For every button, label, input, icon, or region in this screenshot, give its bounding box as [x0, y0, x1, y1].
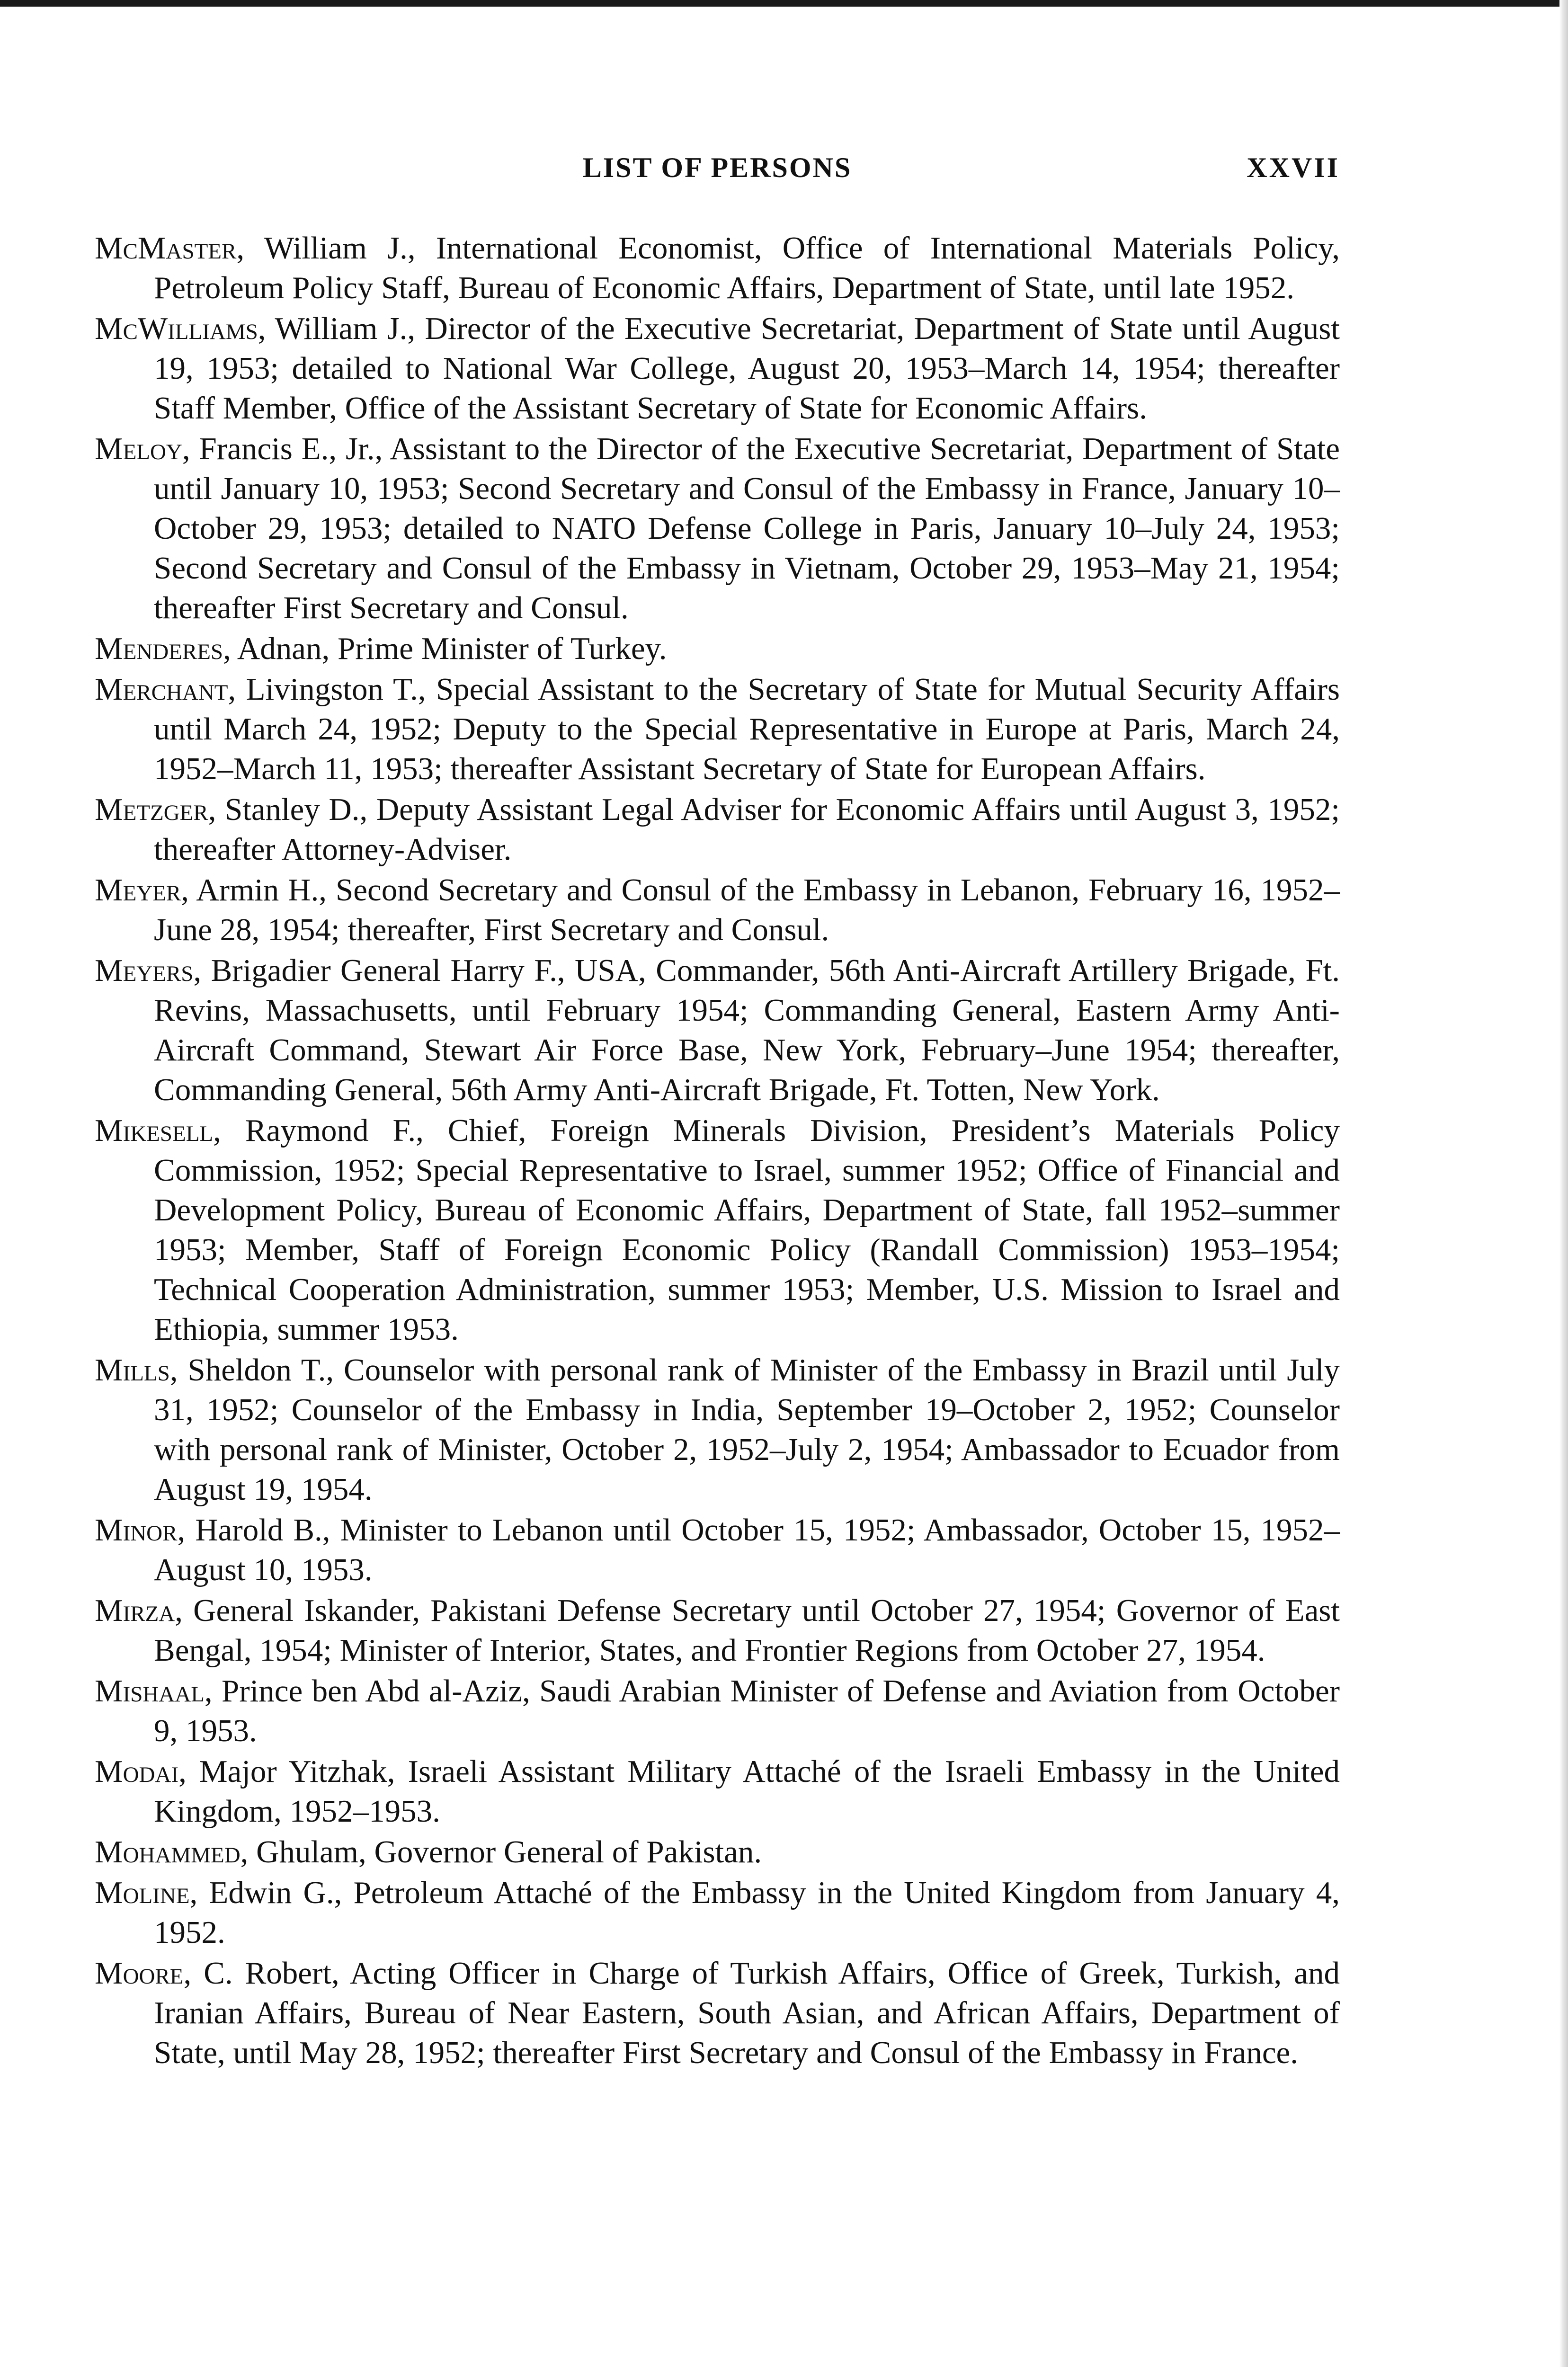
person-name: Mirza — [95, 1593, 175, 1628]
person-name: Meloy — [95, 431, 182, 466]
persons-list — [95, 228, 1340, 2073]
person-name: Metzger — [95, 792, 208, 827]
person-name: Menderes — [95, 631, 223, 666]
running-title: LIST OF PERSONS — [582, 152, 852, 183]
person-entry-mohammed — [95, 1832, 1340, 1872]
person-entry-moore — [95, 1953, 1340, 2073]
person-entry-mirza — [95, 1591, 1340, 1670]
page-top-border — [0, 0, 1568, 7]
person-entry-menderes — [95, 629, 1340, 668]
person-name: Minor — [95, 1513, 178, 1548]
person-description: , C. Robert, Acting Officer in Charge of Turkish Affairs, Office of Greek, Turkish, and Iranian Affairs, Bureau of Near Eastern, South Asian, and African Affairs, Department of State, until May 28, 1952; thereafter First Secretary and Consul of the Embassy in France. — [154, 1956, 1340, 2070]
person-name: Meyers — [95, 953, 194, 988]
person-entry-meloy — [95, 429, 1340, 628]
page-number: XXVII — [1247, 152, 1340, 183]
person-entry-modai — [95, 1752, 1340, 1831]
person-name: Merchant — [95, 672, 228, 707]
person-entry-mills — [95, 1350, 1340, 1509]
person-entry-merchant — [95, 669, 1340, 789]
person-entry-metzger — [95, 790, 1340, 869]
person-description: , Armin H., Second Secretary and Consul of the Embassy in Lebanon, February 16, 1952–June 28, 1954; thereafter, First Secretary and Consul. — [154, 872, 1340, 947]
person-description: , Adnan, Prime Minister of Turkey. — [223, 631, 667, 666]
person-name: Moore — [95, 1956, 184, 1991]
person-name: Meyer — [95, 872, 181, 908]
person-description: , Raymond F., Chief, Foreign Minerals Division, President’s Materials Policy Commission, 1952; Special Representative to Israel, summer 1952; Office of Financial and Development Policy, Bureau of Economic Affairs, Department of State, fall 1952–summer 1953; Member, Staff of Foreign Economic Policy (Randall Commission) 1953–1954; Technical Cooperation Administration, summer 1953; Member, U.S. Mission to Israel and Ethiopia, summer 1953. — [154, 1113, 1340, 1347]
person-description: , Francis E., Jr., Assistant to the Director of the Executive Secretariat, Department of State until January 10, 1953; Second Secretary and Consul of the Embassy in France, January 10–October 29, 1953; detailed to NATO Defense College in Paris, January 10–July 24, 1953; Second Secretary and Consul of the Embassy in Vietnam, October 29, 1953–May 21, 1954; thereafter First Secretary and Consul. — [154, 431, 1340, 625]
person-description: , Ghulam, Governor General of Pakistan. — [240, 1834, 762, 1869]
person-name: Mohammed — [95, 1834, 241, 1869]
running-head — [95, 151, 1340, 189]
person-description: , William J., Director of the Executive Secretariat, Department of State until August 19, 1953; detailed to National War College, August 20, 1953–March 14, 1954; thereafter Staff Member, Office of the Assistant Secretary of State for Economic Affairs. — [154, 311, 1340, 426]
person-description: , Stanley D., Deputy Assistant Legal Adviser for Economic Affairs until August 3, 1952; thereafter Attorney-Adviser. — [154, 792, 1340, 867]
person-description: , Harold B., Minister to Lebanon until October 15, 1952; Ambassador, October 15, 1952–August 10, 1953. — [154, 1513, 1340, 1587]
person-name: Moline — [95, 1875, 190, 1910]
person-description: , General Iskander, Pakistani Defense Secretary until October 27, 1954; Governor of East Bengal, 1954; Minister of Interior, States, and Frontier Regions from October 27, 1954. — [154, 1593, 1340, 1668]
person-description: , Prince ben Abd al-Aziz, Saudi Arabian Minister of Defense and Aviation from October 9, 1953. — [154, 1673, 1340, 1748]
page-right-edge-shadow — [1559, 0, 1568, 2367]
person-entry-meyer — [95, 870, 1340, 950]
person-entry-mikesell — [95, 1111, 1340, 1349]
person-description: , Livingston T., Special Assistant to the Secretary of State for Mutual Security Affairs until March 24, 1952; Deputy to the Special Representative in Europe at Paris, March 24, 1952–March 11, 1953; thereafter Assistant Secretary of State for European Affairs. — [154, 672, 1340, 786]
person-name: Mishaal — [95, 1673, 205, 1709]
person-name: McWilliams — [95, 311, 258, 346]
person-name: Mikesell — [95, 1113, 214, 1148]
person-name: Mills — [95, 1353, 170, 1388]
person-entry-mishaal — [95, 1671, 1340, 1751]
person-name: McMaster — [95, 231, 237, 266]
person-entry-mcwilliams — [95, 309, 1340, 428]
person-description: , William J., International Economist, Office of International Materials Policy, Petroleum Policy Staff, Bureau of Economic Affairs, Department of State, until late 1952. — [154, 231, 1340, 305]
person-description: , Brigadier General Harry F., USA, Commander, 56th Anti-Aircraft Artillery Brigade, Ft. Revins, Massachusetts, until February 1954; Commanding General, Eastern Army Anti-Aircraft Command, Stewart Air Force Base, New York, February–June 1954; thereafter, Commanding General, 56th Army Anti-Aircraft Brigade, Ft. Totten, New York. — [154, 953, 1340, 1107]
person-description: , Major Yitzhak, Israeli Assistant Military Attaché of the Israeli Embassy in the United Kingdom, 1952–1953. — [154, 1754, 1340, 1829]
person-name: Modai — [95, 1754, 179, 1789]
person-description: , Sheldon T., Counselor with personal rank of Minister of the Embassy in Brazil until July 31, 1952; Counselor of the Embassy in India, September 19–October 2, 1952; Counselor with personal rank of Minister, October 2, 1952–July 2, 1954; Ambassador to Ecuador from August 19, 1954. — [154, 1353, 1340, 1507]
person-entry-meyers — [95, 951, 1340, 1110]
person-entry-mcmaster — [95, 228, 1340, 308]
person-entry-moline — [95, 1873, 1340, 1952]
person-description: , Edwin G., Petroleum Attaché of the Embassy in the United Kingdom from January 4, 1952. — [154, 1875, 1340, 1950]
person-entry-minor — [95, 1510, 1340, 1590]
